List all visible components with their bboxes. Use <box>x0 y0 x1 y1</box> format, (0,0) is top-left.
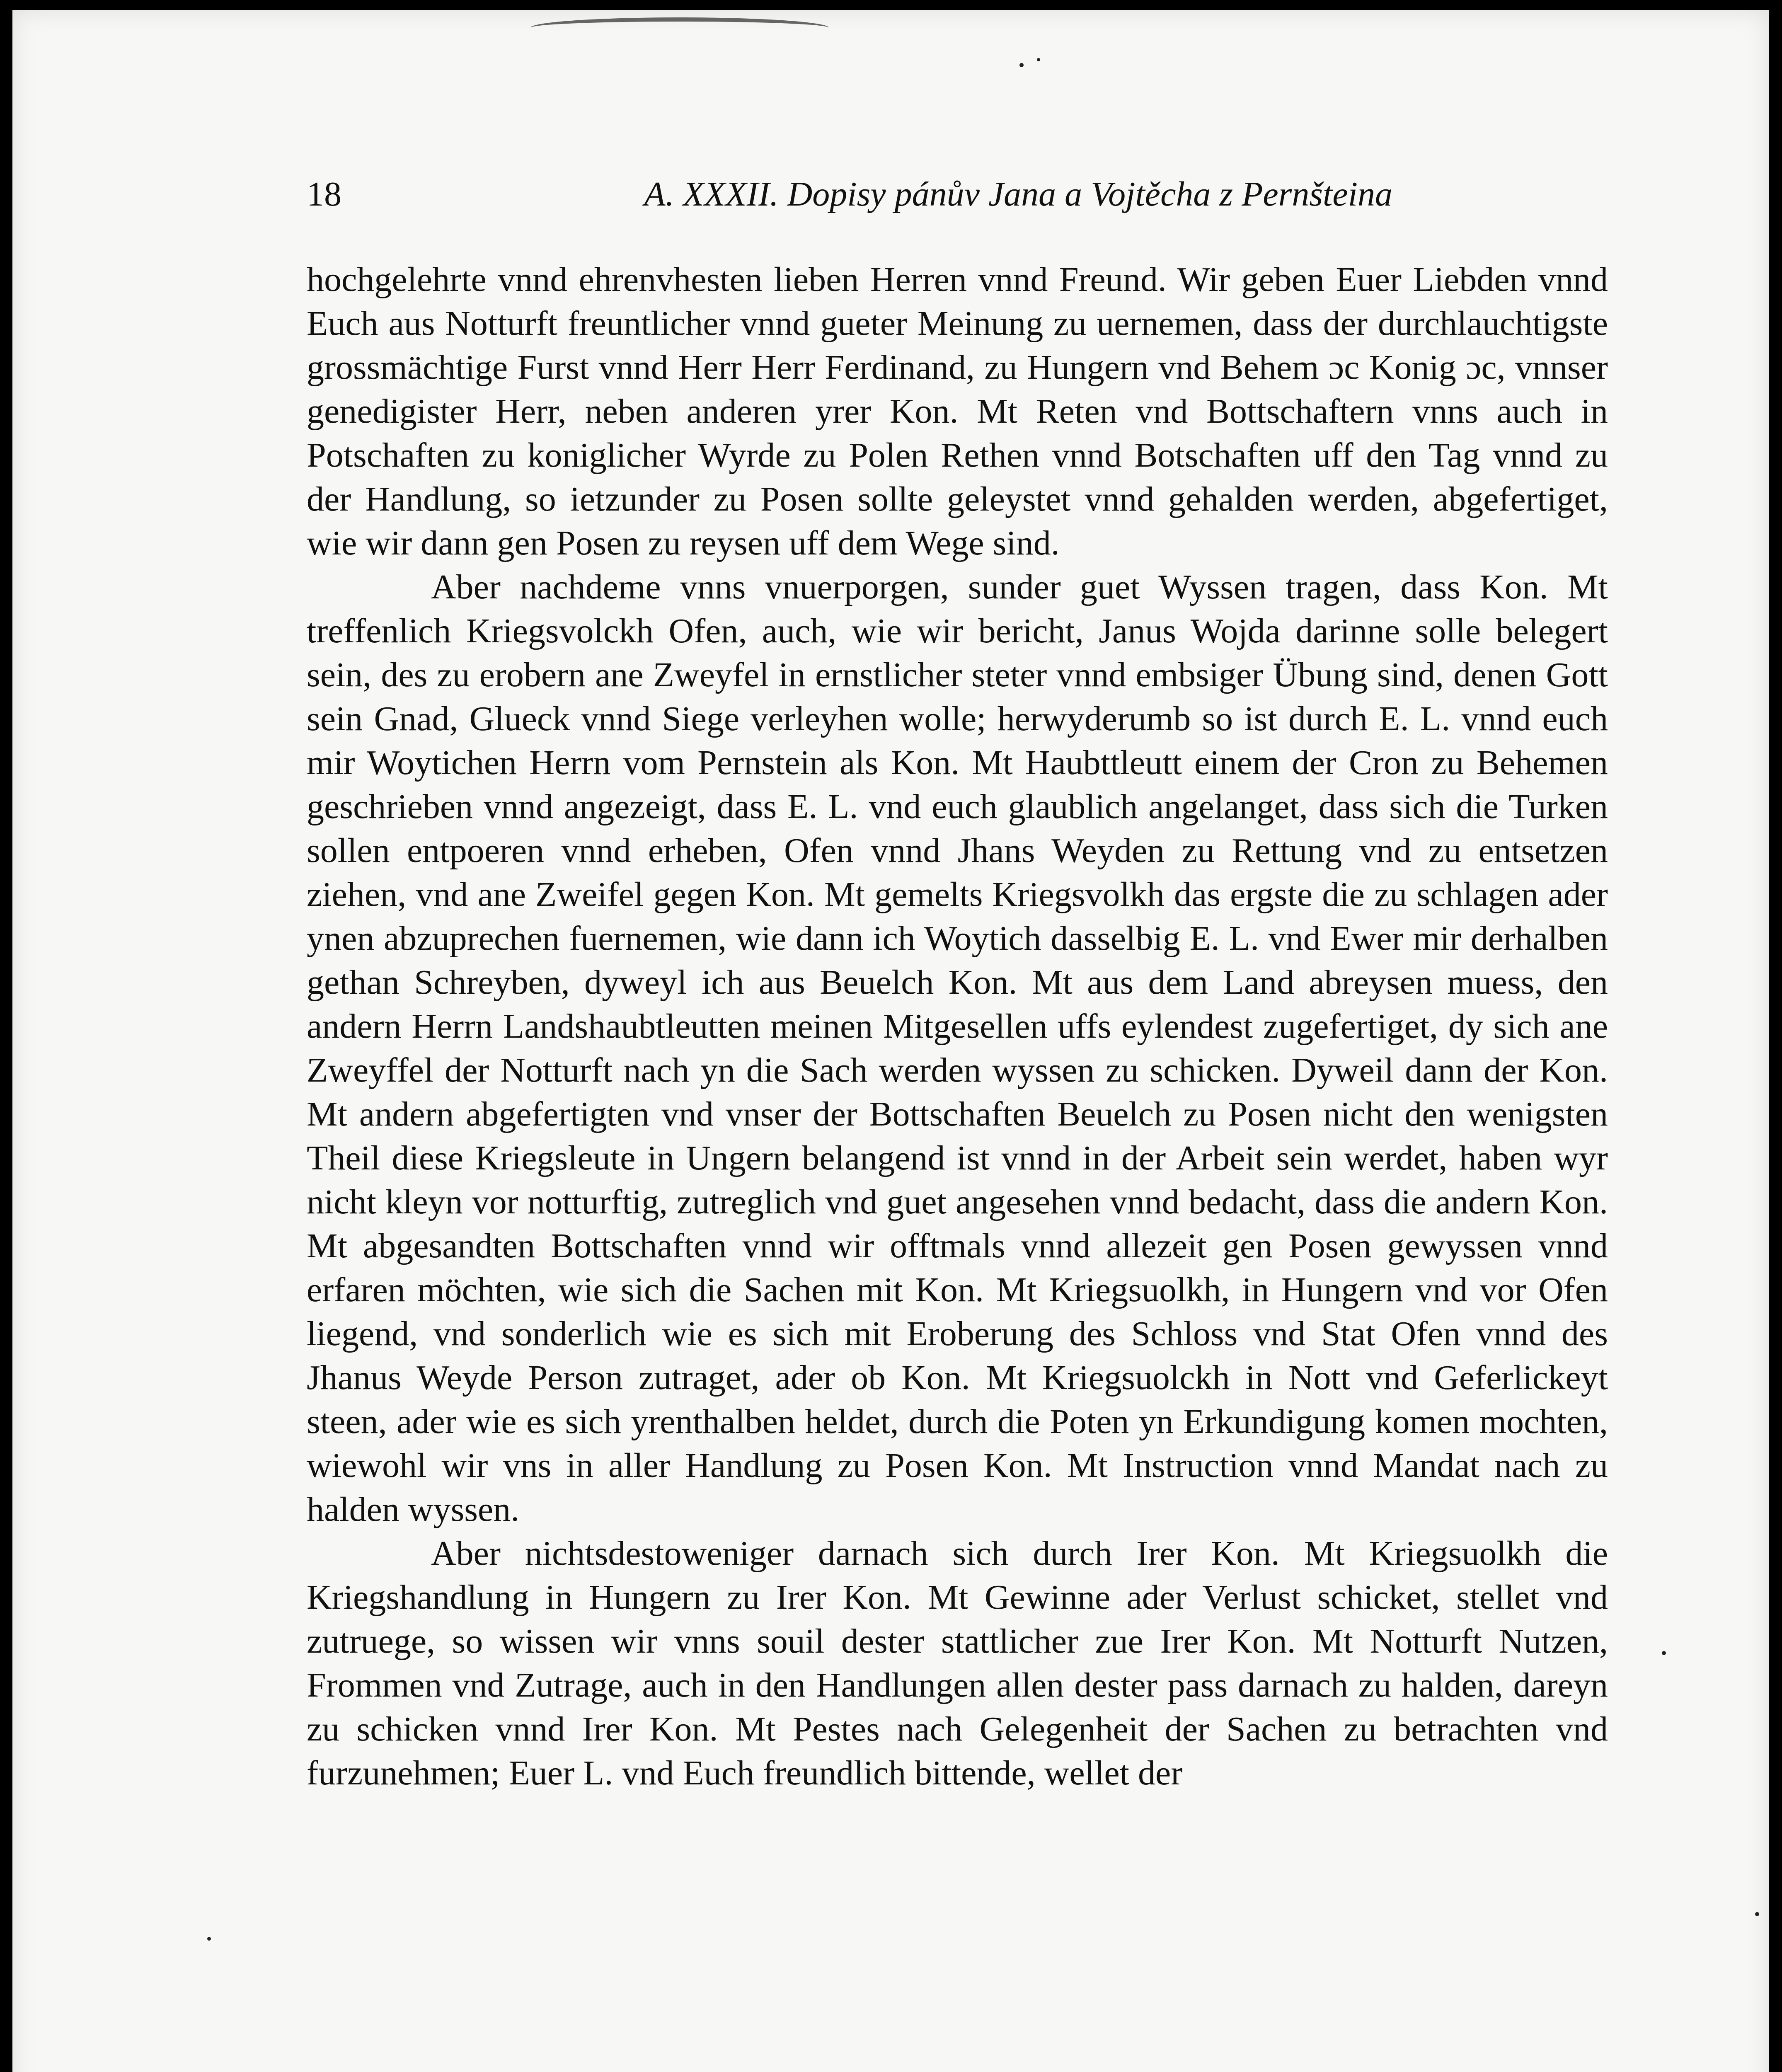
paragraph: hochgelehrte vnnd ehrenvhesten lieben Herren vnnd Freund. Wir geben Euer Liebden vnnd Euch aus Notturft freuntlicher vnnd gueter Meinung zu uernemen, dass der durchlauchtigste grossmächtige Furst vnnd Herr Herr Ferdinand, zu Hungern vnd Behem ɔc Konig ɔc, vnnser genedigister Herr, neben anderen yrer Kon. Mt Reten vnd Bottschaftern vnns auch in Potschaften zu koniglicher Wyrde zu Polen Rethen vnnd Botschaften uff den Tag vnnd zu der Handlung, so ietzunder zu Posen sollte geleystet vnnd gehalden werden, abgefertiget, wie wir dann gen Posen zu reysen uff dem Wege sind. <box>307 260 1608 562</box>
ink-smudge <box>530 17 829 38</box>
ink-speck <box>1662 1651 1666 1655</box>
page-header <box>307 174 1392 228</box>
ink-speck <box>1755 1912 1759 1916</box>
ink-speck <box>1019 63 1024 67</box>
ink-speck <box>207 1937 211 1941</box>
paragraph: Aber nichtsdestoweniger darnach sich durch Irer Kon. Mt Kriegsuolkh die Kriegshandlung in Hungern zu Irer Kon. Mt Gewinne ader Verlust schicket, stellet vnd zutruege, so wissen wir vnns souil dester stattlicher zue Irer Kon. Mt Notturft Nutzen, Frommen vnd Zutrage, auch in den Handlungen allen dester pass darnach zu halden, dareyn zu schicken vnnd Irer Kon. Mt Pestes nach Gelegenheit der Sachen zu betrachten vnd furzunehmen; Euer L. vnd Euch freundlich bittende, wellet der <box>307 1534 1608 1792</box>
body-text <box>307 258 1608 1795</box>
running-title: A. XXXII. Dopisy pánův Jana a Vojtěcha z Pernšteina <box>644 175 1392 213</box>
paragraph: Aber nachdeme vnns vnuerporgen, sunder guet Wyssen tragen, dass Kon. Mt treffenlich Kriegsvolckh Ofen, auch, wie wir bericht, Janus Wojda darinne solle belegert sein, des zu erobern ane Zweyfel in ernstlicher steter vnnd embsiger Übung sind, denen Gott sein Gnad, Glueck vnnd Siege verleyhen wolle; herwyderumb so ist durch E. L. vnnd euch mir Woytichen Herrn vom Pernstein als Kon. Mt Haubttleutt einem der Cron zu Behemen geschrieben vnnd angezeigt, dass E. L. vnd euch glaublich angelanget, dass sich die Turken sollen entpoeren vnnd erheben, Ofen vnnd Jhans Weyden zu Rettung vnd zu entsetzen ziehen, vnd ane Zweifel gegen Kon. Mt gemelts Kriegsvolkh das ergste die zu schlagen ader ynen abzuprechen fuernemen, wie dann ich Woytich dasselbig E. L. vnd Ewer mir derhalben gethan Schreyben, dyweyl ich aus Beuelch Kon. Mt aus dem Land abreysen muess, den andern Herrn Landshaubtleutten meinen Mitgesellen uffs eylendest zugefertiget, dy sich ane Zweyffel der Notturft nach yn die Sach werden wyssen zu schicken. Dyweil dann der Kon. Mt andern abgefertigten vnd vnser der Bottschaften Beuelch zu Posen nicht den wenigsten Theil diese Kriegsleute in Ungern belangend ist vnnd in der Arbeit sein werdet, haben wyr nicht kleyn vor notturftig, zutreglich vnd guet angesehen vnnd bedacht, dass die andern Kon. Mt abgesandten Bottschaften vnnd wir offtmals vnnd allezeit gen Posen gewyssen vnnd erfaren möchten, wie sich die Sachen mit Kon. Mt Kriegsuolkh, in Hungern vnd vor Ofen liegend, vnd sonderlich wie es sich mit Eroberung des Schloss vnd Stat Ofen vnnd des Jhanus Weyde Person zutraget, ader ob Kon. Mt Kriegsuolckh in Nott vnd Geferlickeyt steen, ader wie es sich yrenthalben heldet, durch die Poten yn Erkundigung komen mochten, wiewohl wir vns in aller Handlung zu Posen Kon. Mt Instruction vnnd Mandat nach zu halden wyssen. <box>307 568 1608 1529</box>
ink-speck <box>1037 58 1040 61</box>
page-number: 18 <box>307 175 341 213</box>
